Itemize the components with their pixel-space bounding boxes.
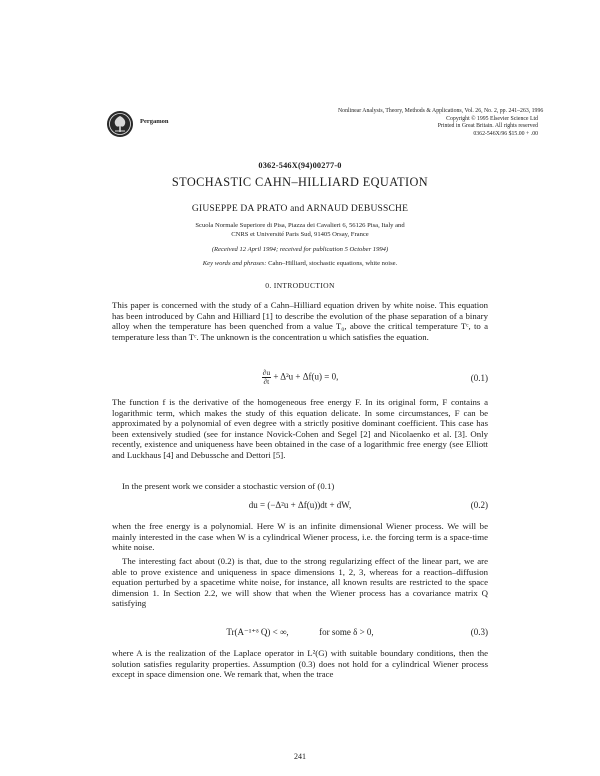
equation-0-1 — [112, 367, 488, 389]
article-code: 0362-546X(94)00277-0 — [258, 161, 342, 170]
equation-number: (0.2) — [470, 500, 488, 510]
equation-body: Tr(A⁻¹⁺ᵟ Q) < ∞, — [226, 627, 289, 637]
paragraph-6: where A is the realization of the Laplace operator in L²(G) with suitable boundary conditions, then the solution satisfies regularity properties. Assumption (0.3) does not hold for a cylindrical Wiener process except in space dimension one. We remark that, when the trace — [112, 648, 488, 680]
keywords-label: Key words and phrases: — [202, 260, 267, 267]
keywords — [0, 260, 600, 267]
journal-line: Copyright © 1995 Elsevier Science Ltd — [446, 115, 538, 122]
journal-line: Printed in Great Britain. All rights reserved — [437, 123, 538, 130]
journal-line: 0362-546X/96 $15.00 + .00 — [473, 130, 538, 137]
keywords-list: Cahn–Hilliard, stochastic equations, white noise. — [268, 260, 398, 267]
equation-0-2 — [112, 500, 488, 514]
equation-terms: + Δ²u + Δf(u) = 0, — [273, 371, 339, 382]
journal-citation — [338, 108, 544, 138]
paragraph-4: when the free energy is a polynomial. Here W is an infinite dimensional Wiener process. We will be mainly interested in the case when W is a cylindrical Wiener process, i.e. the forcing term is a space-time white noise. — [112, 521, 488, 553]
equation-number: (0.3) — [470, 627, 488, 637]
partial-fraction — [262, 369, 271, 386]
paragraph-3: In the present work we consider a stochastic version of (0.1) — [122, 481, 335, 491]
section-heading: 0. INTRODUCTION — [265, 281, 335, 290]
equation-condition: for some δ > 0, — [319, 627, 374, 637]
equation-0-3 — [112, 627, 488, 641]
publisher-name: Pergamon — [140, 118, 169, 125]
article-title: STOCHASTIC CAHN–HILLIARD EQUATION — [171, 175, 429, 189]
page-number: 241 — [294, 752, 306, 761]
paragraph-1: This paper is concerned with the study of a Cahn–Hilliard equation driven by white noise. This equation has been introduced by Cahn and Hilliard [1] to describe the evolution of the phase separation of a binary alloy when the temperature has been quenched from a value T₀, above the critical temperature Tᶜ, to a temperature less than Tᶜ. The unknown is the concentration u which satisfies the equation. — [112, 300, 488, 342]
affiliation-line: Scuola Normale Superiore di Pisa, Piazza dei Cavalieri 6, 56126 Pisa, Italy and — [195, 222, 405, 229]
received-dates: (Received 12 April 1994; received for publication 5 October 1994) — [211, 246, 389, 253]
publisher-logo — [106, 110, 134, 138]
paragraph-2: The function f is the derivative of the homogeneous free energy F. In its original form, F contains a logarithmic term, which makes the study of this equation delicate. In some circumstances, F can be approximated by a polynomial of even degree with a strictly positive dominant coefficient. This case has been extensively studied (see for instance Novick-Cohen and Segel [2] and Nicolaenko et al. [3]. Only recently, existence and uniqueness have been obtained in the case of a logarithmic free energy (see Elliott and Luckhaus [4] and Debussche and Dettori [5]. — [112, 397, 488, 460]
equation-number: (0.1) — [470, 373, 488, 383]
author-affiliations — [0, 222, 600, 240]
equation-body: du = (−Δ²u + Δf(u))dt + dW, — [248, 500, 352, 510]
fraction-denominator: ∂t — [263, 377, 270, 386]
paragraph-5: The interesting fact about (0.2) is that, due to the strong regularizing effect of the linear part, we are able to prove existence and uniqueness in space dimensions 1, 2, 3, whereas for a reaction–diffusion equation perturbed by a spacetime white noise, for instance, all known results are restricted to the space dimension 1. In Section 2.2, we will show that when the Wiener process has a covariance matrix Q satisfying — [112, 556, 488, 609]
article-authors: GIUSEPPE DA PRATO and ARNAUD DEBUSSCHE — [191, 204, 409, 214]
fraction-numerator: ∂u — [262, 368, 271, 377]
affiliation-line: CNRS et Université Paris Sud, 91405 Orsay, France — [231, 230, 369, 238]
journal-line: Nonlinear Analysis, Theory, Methods & Applications, Vol. 26, No. 2, pp. 241–263, 1996 — [338, 108, 544, 114]
tree-emblem-icon — [106, 110, 134, 138]
